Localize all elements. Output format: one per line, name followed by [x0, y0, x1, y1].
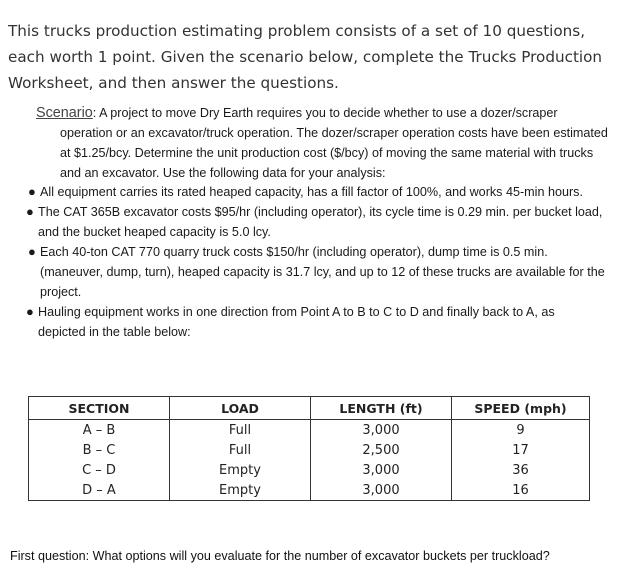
- bullet-icon: ●: [28, 244, 36, 259]
- intro-paragraph: This trucks production estimating problem consists of a set of 10 questions, each worth 1 point. Given the scenario below, complete the Trucks Production Worksheet, and then answer the questions.: [8, 22, 603, 92]
- table-row: [29, 480, 590, 501]
- bullet-icon: ●: [26, 304, 34, 319]
- cell-speed: 36: [452, 460, 590, 480]
- first-question: First question: What options will you evaluate for the number of excavator buckets per truckload?: [10, 549, 550, 563]
- column-header-length: LENGTH (ft): [311, 397, 452, 420]
- cell-load: Full: [170, 420, 311, 441]
- cell-speed: 9: [452, 420, 590, 441]
- cell-section: A – B: [29, 420, 170, 441]
- cell-load: Empty: [170, 460, 311, 480]
- cell-load: Empty: [170, 480, 311, 501]
- cell-length: 3,000: [311, 480, 452, 501]
- bullet-icon: ●: [26, 204, 34, 219]
- table-row: [29, 420, 590, 441]
- cell-length: 3,000: [311, 460, 452, 480]
- haul-sections-table: [28, 396, 590, 501]
- column-header-load: LOAD: [170, 397, 311, 420]
- list-item: ● Hauling equipment works in one direction from Point A to B to C to D and finally back to A, as depicted in the table below:: [26, 302, 611, 342]
- column-header-speed: SPEED (mph): [452, 397, 590, 420]
- cell-speed: 17: [452, 440, 590, 460]
- table-row: [29, 440, 590, 460]
- cell-section: C – D: [29, 460, 170, 480]
- cell-section: B – C: [29, 440, 170, 460]
- scenario-text: : A project to move Dry Earth requires you to decide whether to use a dozer/scraper operation or an excavator/truck operation. The dozer/scraper operation costs have been estimated at $1.25/bcy. Determine the unit production cost ($/bcy) of moving the same material with trucks and an excavator. Use the following data for your analysis:: [60, 106, 608, 180]
- column-header-section: SECTION: [29, 397, 170, 420]
- scenario-label: Scenario: [36, 105, 93, 121]
- cell-speed: 16: [452, 480, 590, 501]
- cell-length: 2,500: [311, 440, 452, 460]
- table-header-row: [29, 397, 590, 420]
- cell-load: Full: [170, 440, 311, 460]
- scenario-paragraph: [36, 103, 611, 183]
- cell-length: 3,000: [311, 420, 452, 441]
- table-row: [29, 460, 590, 480]
- list-item: ● All equipment carries its rated heaped capacity, has a fill factor of 100%, and works 45-min hours.: [26, 182, 611, 202]
- assumptions-list: [26, 182, 611, 342]
- list-item: ● Each 40-ton CAT 770 quarry truck costs $150/hr (including operator), dump time is 0.5 min. (maneuver, dump, turn), heaped capacity is 31.7 lcy, and up to 12 of these trucks are available for the project.: [26, 242, 611, 302]
- bullet-icon: ●: [28, 184, 36, 199]
- cell-section: D – A: [29, 480, 170, 501]
- list-item: ● The CAT 365B excavator costs $95/hr (including operator), its cycle time is 0.29 min. per bucket load, and the bucket heaped capacity is 5.0 lcy.: [26, 202, 611, 242]
